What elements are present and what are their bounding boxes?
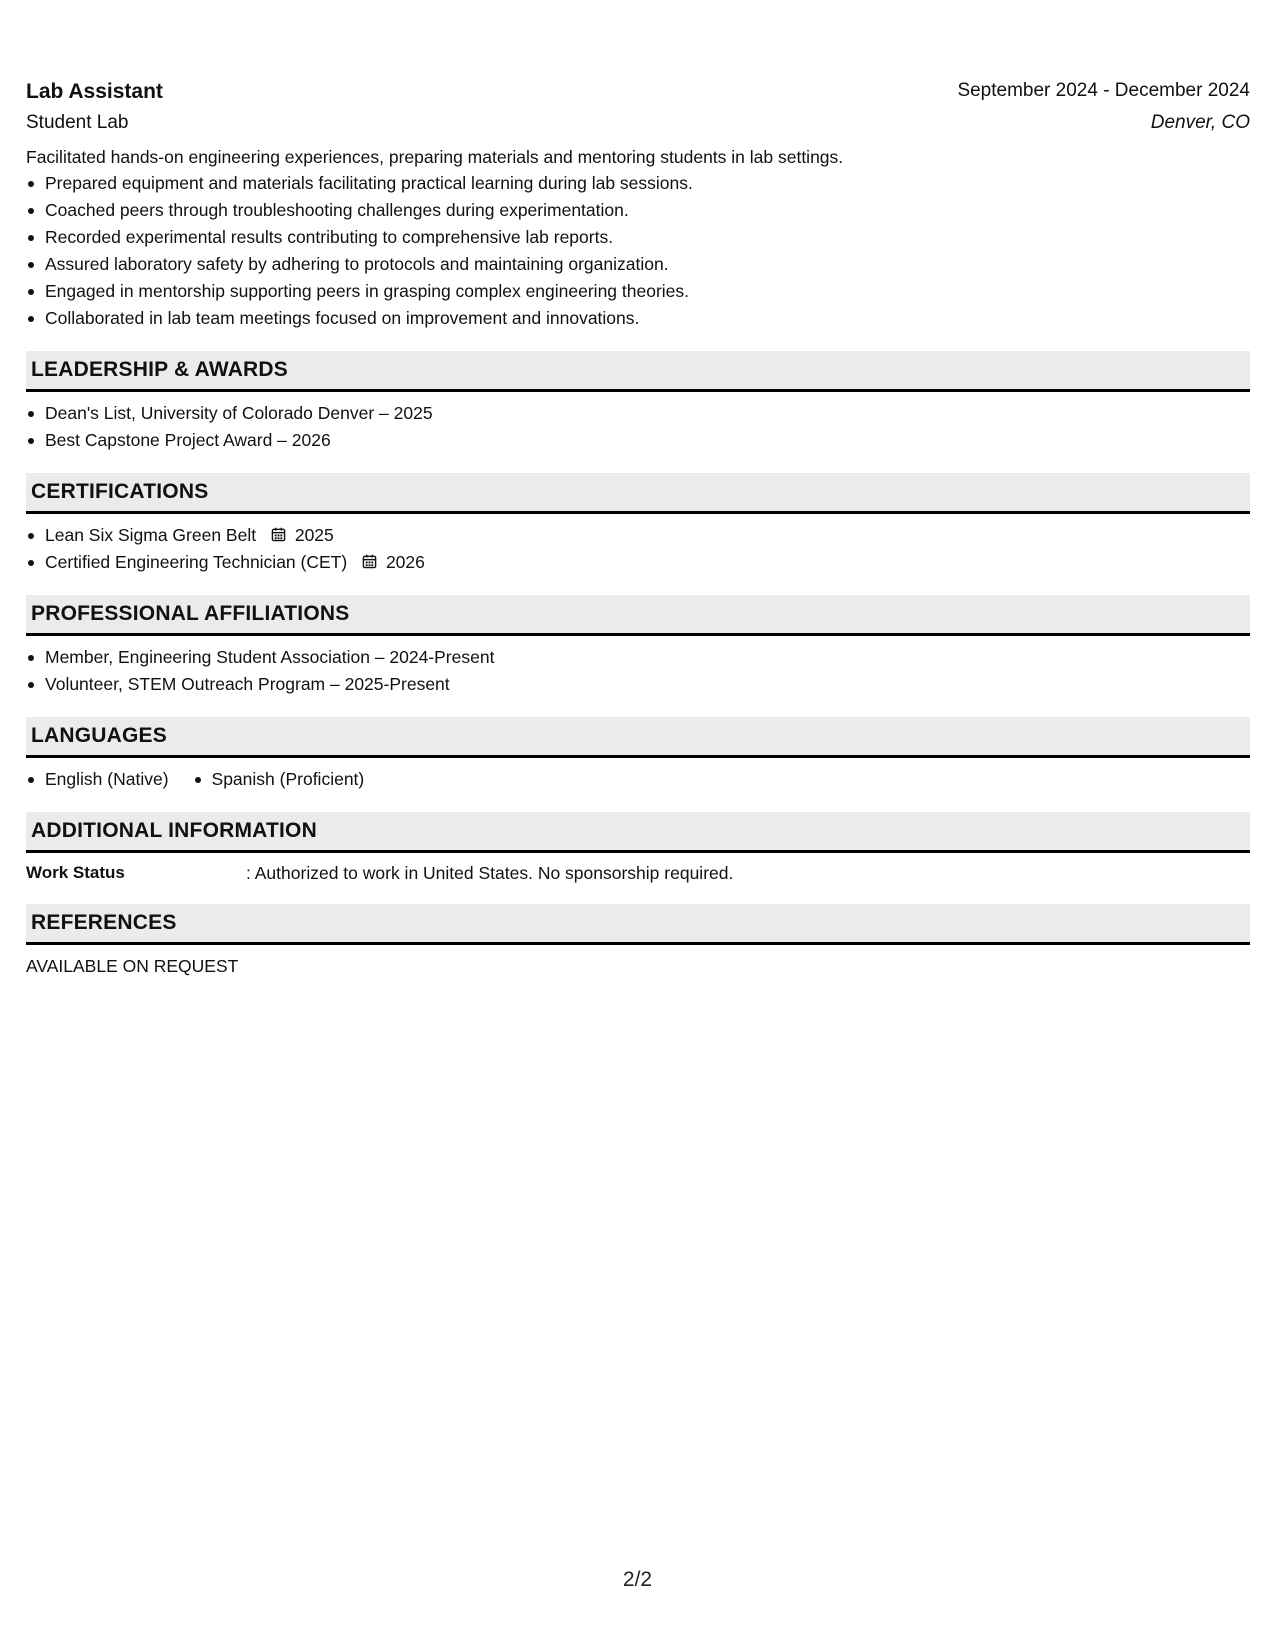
work-status-value: : Authorized to work in United States. No sponsorship required. xyxy=(246,863,734,883)
section-leadership xyxy=(26,351,1250,454)
section-title: PROFESSIONAL AFFILIATIONS xyxy=(31,602,350,625)
certification-name: Lean Six Sigma Green Belt xyxy=(45,525,257,545)
calendar-icon xyxy=(271,527,286,542)
section-header xyxy=(26,473,1250,514)
language-item: English (Native) xyxy=(26,766,169,793)
job-bullet: Recorded experimental results contributing to comprehensive lab reports. xyxy=(26,224,1250,251)
certification-list xyxy=(26,522,1250,576)
section-header xyxy=(26,812,1250,853)
work-status-label: Work Status xyxy=(26,863,125,882)
leadership-list xyxy=(26,400,1250,454)
job-bullet: Prepared equipment and materials facilitating practical learning during lab sessions. xyxy=(26,170,1250,197)
section-title: REFERENCES xyxy=(31,911,177,934)
certification-name: Certified Engineering Technician (CET) xyxy=(45,552,348,572)
job-bullet-list xyxy=(26,170,1250,332)
calendar-icon xyxy=(362,554,377,569)
language-item: Spanish (Proficient) xyxy=(193,766,365,793)
job-bullet: Coached peers through troubleshooting challenges during experimentation. xyxy=(26,197,1250,224)
page-number: 2/2 xyxy=(622,1568,653,1591)
certification-year: 2026 xyxy=(385,552,425,572)
affiliation-item: Volunteer, STEM Outreach Program – 2025-Present xyxy=(26,671,1250,698)
section-affiliations xyxy=(26,595,1250,698)
work-status-row xyxy=(26,861,1250,885)
leadership-item: Best Capstone Project Award – 2026 xyxy=(26,427,1250,454)
section-header xyxy=(26,595,1250,636)
certification-year: 2025 xyxy=(294,525,334,545)
section-languages xyxy=(26,717,1250,793)
job-bullet: Collaborated in lab team meetings focused on improvement and innovations. xyxy=(26,305,1250,332)
section-title: ADDITIONAL INFORMATION xyxy=(31,819,317,842)
job-summary: Facilitated hands-on engineering experiences, preparing materials and mentoring students in lab settings. xyxy=(26,147,844,167)
resume-page xyxy=(26,76,1250,979)
section-certifications xyxy=(26,473,1250,576)
affiliation-item: Member, Engineering Student Association – 2024-Present xyxy=(26,644,1250,671)
section-title: LEADERSHIP & AWARDS xyxy=(31,358,288,381)
language-list xyxy=(26,766,1250,793)
section-header xyxy=(26,717,1250,758)
references-text: AVAILABLE ON REQUEST xyxy=(26,956,239,976)
section-references xyxy=(26,904,1250,979)
job-bullet: Assured laboratory safety by adhering to protocols and maintaining organization. xyxy=(26,251,1250,278)
job-entry xyxy=(26,76,1250,332)
job-bullet: Engaged in mentorship supporting peers in grasping complex engineering theories. xyxy=(26,278,1250,305)
job-header xyxy=(26,76,1250,142)
certification-item xyxy=(26,549,1250,576)
section-header xyxy=(26,351,1250,392)
section-title: LANGUAGES xyxy=(31,724,167,747)
section-header xyxy=(26,904,1250,945)
job-company: Student Lab xyxy=(26,112,129,133)
certification-item xyxy=(26,522,1250,549)
job-title: Lab Assistant xyxy=(26,80,163,103)
leadership-item: Dean's List, University of Colorado Denver – 2025 xyxy=(26,400,1250,427)
job-dates: September 2024 - December 2024 xyxy=(957,80,1250,101)
section-title: CERTIFICATIONS xyxy=(31,480,209,503)
affiliation-list xyxy=(26,644,1250,698)
section-additional-info xyxy=(26,812,1250,885)
job-location: Denver, CO xyxy=(1150,112,1250,133)
